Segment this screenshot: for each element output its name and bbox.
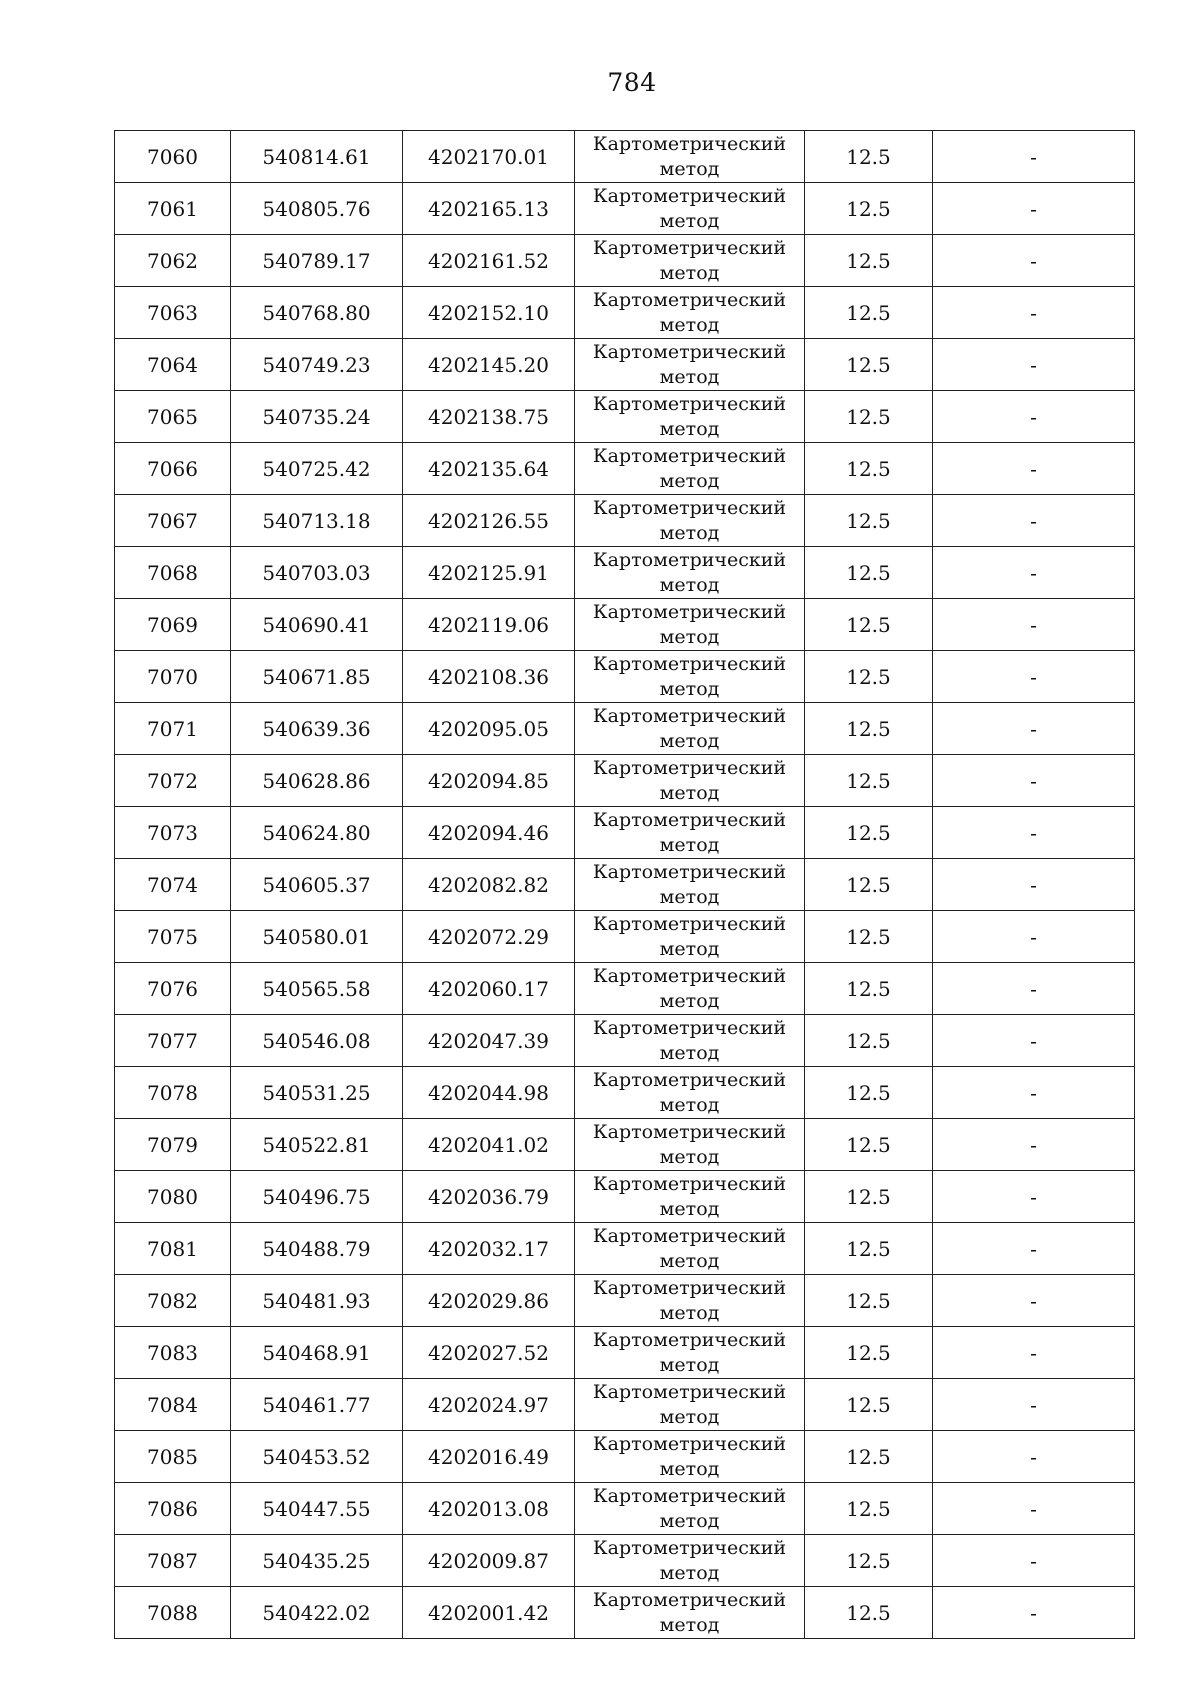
accuracy-cell: 12.5 bbox=[805, 1067, 933, 1119]
method-cell bbox=[575, 131, 805, 183]
accuracy-cell: 12.5 bbox=[805, 495, 933, 547]
method-line-2: метод bbox=[659, 158, 720, 180]
method-line-1: Картометрический bbox=[592, 237, 787, 259]
method-line-2: метод bbox=[659, 1198, 720, 1220]
point-id-cell: 7085 bbox=[115, 1431, 231, 1483]
note-cell: - bbox=[933, 807, 1135, 859]
coordinates-table-body bbox=[115, 131, 1135, 1639]
note-cell: - bbox=[933, 1223, 1135, 1275]
note-cell: - bbox=[933, 1535, 1135, 1587]
note-cell: - bbox=[933, 755, 1135, 807]
point-id-cell: 7079 bbox=[115, 1119, 231, 1171]
x-coordinate-cell: 540624.80 bbox=[231, 807, 403, 859]
y-coordinate-cell: 4202029.86 bbox=[403, 1275, 575, 1327]
y-coordinate-cell: 4202060.17 bbox=[403, 963, 575, 1015]
method-line-1: Картометрический bbox=[592, 1329, 787, 1351]
accuracy-cell: 12.5 bbox=[805, 1535, 933, 1587]
table-row bbox=[115, 1379, 1135, 1431]
x-coordinate-cell: 540735.24 bbox=[231, 391, 403, 443]
table-row bbox=[115, 911, 1135, 963]
accuracy-cell: 12.5 bbox=[805, 807, 933, 859]
y-coordinate-cell: 4202145.20 bbox=[403, 339, 575, 391]
method-cell bbox=[575, 807, 805, 859]
x-coordinate-cell: 540671.85 bbox=[231, 651, 403, 703]
note-cell: - bbox=[933, 443, 1135, 495]
method-line-1: Картометрический bbox=[592, 601, 787, 623]
method-cell bbox=[575, 1067, 805, 1119]
accuracy-cell: 12.5 bbox=[805, 703, 933, 755]
point-id-cell: 7081 bbox=[115, 1223, 231, 1275]
method-cell bbox=[575, 495, 805, 547]
method-line-1: Картометрический bbox=[592, 1121, 787, 1143]
accuracy-cell: 12.5 bbox=[805, 1015, 933, 1067]
accuracy-cell: 12.5 bbox=[805, 1327, 933, 1379]
y-coordinate-cell: 4202032.17 bbox=[403, 1223, 575, 1275]
accuracy-cell: 12.5 bbox=[805, 1275, 933, 1327]
table-row bbox=[115, 1327, 1135, 1379]
method-line-2: метод bbox=[659, 1510, 720, 1532]
method-line-2: метод bbox=[659, 366, 720, 388]
method-line-1: Картометрический bbox=[592, 1433, 787, 1455]
y-coordinate-cell: 4202027.52 bbox=[403, 1327, 575, 1379]
x-coordinate-cell: 540639.36 bbox=[231, 703, 403, 755]
method-cell bbox=[575, 1275, 805, 1327]
point-id-cell: 7064 bbox=[115, 339, 231, 391]
method-line-2: метод bbox=[659, 990, 720, 1012]
note-cell: - bbox=[933, 963, 1135, 1015]
point-id-cell: 7062 bbox=[115, 235, 231, 287]
y-coordinate-cell: 4202044.98 bbox=[403, 1067, 575, 1119]
point-id-cell: 7066 bbox=[115, 443, 231, 495]
x-coordinate-cell: 540422.02 bbox=[231, 1587, 403, 1639]
point-id-cell: 7067 bbox=[115, 495, 231, 547]
accuracy-cell: 12.5 bbox=[805, 859, 933, 911]
x-coordinate-cell: 540565.58 bbox=[231, 963, 403, 1015]
method-cell bbox=[575, 755, 805, 807]
point-id-cell: 7074 bbox=[115, 859, 231, 911]
note-cell: - bbox=[933, 859, 1135, 911]
method-cell bbox=[575, 599, 805, 651]
note-cell: - bbox=[933, 235, 1135, 287]
table-row bbox=[115, 1587, 1135, 1639]
method-cell bbox=[575, 1535, 805, 1587]
method-line-2: метод bbox=[659, 834, 720, 856]
y-coordinate-cell: 4202170.01 bbox=[403, 131, 575, 183]
method-line-1: Картометрический bbox=[592, 341, 787, 363]
note-cell: - bbox=[933, 1275, 1135, 1327]
accuracy-cell: 12.5 bbox=[805, 183, 933, 235]
point-id-cell: 7077 bbox=[115, 1015, 231, 1067]
method-line-2: метод bbox=[659, 886, 720, 908]
x-coordinate-cell: 540447.55 bbox=[231, 1483, 403, 1535]
point-id-cell: 7068 bbox=[115, 547, 231, 599]
y-coordinate-cell: 4202135.64 bbox=[403, 443, 575, 495]
method-line-2: метод bbox=[659, 782, 720, 804]
table-row bbox=[115, 1535, 1135, 1587]
y-coordinate-cell: 4202095.05 bbox=[403, 703, 575, 755]
method-cell bbox=[575, 911, 805, 963]
method-cell bbox=[575, 183, 805, 235]
table-row bbox=[115, 963, 1135, 1015]
point-id-cell: 7084 bbox=[115, 1379, 231, 1431]
accuracy-cell: 12.5 bbox=[805, 339, 933, 391]
method-line-2: метод bbox=[659, 1042, 720, 1064]
point-id-cell: 7060 bbox=[115, 131, 231, 183]
y-coordinate-cell: 4202119.06 bbox=[403, 599, 575, 651]
y-coordinate-cell: 4202165.13 bbox=[403, 183, 575, 235]
method-cell bbox=[575, 1327, 805, 1379]
method-cell bbox=[575, 339, 805, 391]
method-cell bbox=[575, 1587, 805, 1639]
method-line-2: метод bbox=[659, 678, 720, 700]
method-line-2: метод bbox=[659, 1302, 720, 1324]
table-row bbox=[115, 183, 1135, 235]
note-cell: - bbox=[933, 1587, 1135, 1639]
y-coordinate-cell: 4202013.08 bbox=[403, 1483, 575, 1535]
x-coordinate-cell: 540749.23 bbox=[231, 339, 403, 391]
accuracy-cell: 12.5 bbox=[805, 1223, 933, 1275]
method-line-2: метод bbox=[659, 1406, 720, 1428]
y-coordinate-cell: 4202072.29 bbox=[403, 911, 575, 963]
y-coordinate-cell: 4202094.46 bbox=[403, 807, 575, 859]
accuracy-cell: 12.5 bbox=[805, 443, 933, 495]
note-cell: - bbox=[933, 1067, 1135, 1119]
accuracy-cell: 12.5 bbox=[805, 963, 933, 1015]
y-coordinate-cell: 4202001.42 bbox=[403, 1587, 575, 1639]
table-row bbox=[115, 1431, 1135, 1483]
method-line-2: метод bbox=[659, 210, 720, 232]
y-coordinate-cell: 4202009.87 bbox=[403, 1535, 575, 1587]
point-id-cell: 7073 bbox=[115, 807, 231, 859]
method-line-1: Картометрический bbox=[592, 497, 787, 519]
point-id-cell: 7076 bbox=[115, 963, 231, 1015]
note-cell: - bbox=[933, 651, 1135, 703]
x-coordinate-cell: 540814.61 bbox=[231, 131, 403, 183]
y-coordinate-cell: 4202047.39 bbox=[403, 1015, 575, 1067]
method-line-2: метод bbox=[659, 1562, 720, 1584]
method-line-2: метод bbox=[659, 1614, 720, 1636]
y-coordinate-cell: 4202125.91 bbox=[403, 547, 575, 599]
y-coordinate-cell: 4202126.55 bbox=[403, 495, 575, 547]
x-coordinate-cell: 540580.01 bbox=[231, 911, 403, 963]
y-coordinate-cell: 4202041.02 bbox=[403, 1119, 575, 1171]
point-id-cell: 7087 bbox=[115, 1535, 231, 1587]
x-coordinate-cell: 540713.18 bbox=[231, 495, 403, 547]
method-line-2: метод bbox=[659, 938, 720, 960]
table-row bbox=[115, 1171, 1135, 1223]
accuracy-cell: 12.5 bbox=[805, 287, 933, 339]
method-cell bbox=[575, 391, 805, 443]
point-id-cell: 7065 bbox=[115, 391, 231, 443]
method-line-1: Картометрический bbox=[592, 1069, 787, 1091]
x-coordinate-cell: 540690.41 bbox=[231, 599, 403, 651]
method-line-2: метод bbox=[659, 626, 720, 648]
point-id-cell: 7061 bbox=[115, 183, 231, 235]
method-line-1: Картометрический bbox=[592, 705, 787, 727]
x-coordinate-cell: 540522.81 bbox=[231, 1119, 403, 1171]
note-cell: - bbox=[933, 547, 1135, 599]
accuracy-cell: 12.5 bbox=[805, 547, 933, 599]
x-coordinate-cell: 540461.77 bbox=[231, 1379, 403, 1431]
note-cell: - bbox=[933, 1015, 1135, 1067]
point-id-cell: 7070 bbox=[115, 651, 231, 703]
method-line-2: метод bbox=[659, 470, 720, 492]
note-cell: - bbox=[933, 1171, 1135, 1223]
method-cell bbox=[575, 443, 805, 495]
x-coordinate-cell: 540488.79 bbox=[231, 1223, 403, 1275]
table-row bbox=[115, 131, 1135, 183]
x-coordinate-cell: 540546.08 bbox=[231, 1015, 403, 1067]
table-row bbox=[115, 807, 1135, 859]
method-cell bbox=[575, 287, 805, 339]
method-line-2: метод bbox=[659, 418, 720, 440]
note-cell: - bbox=[933, 287, 1135, 339]
method-cell bbox=[575, 703, 805, 755]
point-id-cell: 7071 bbox=[115, 703, 231, 755]
table-row bbox=[115, 495, 1135, 547]
method-line-1: Картометрический bbox=[592, 1381, 787, 1403]
accuracy-cell: 12.5 bbox=[805, 1483, 933, 1535]
table-row bbox=[115, 391, 1135, 443]
method-cell bbox=[575, 1379, 805, 1431]
method-line-1: Картометрический bbox=[592, 809, 787, 831]
accuracy-cell: 12.5 bbox=[805, 391, 933, 443]
point-id-cell: 7063 bbox=[115, 287, 231, 339]
method-line-2: метод bbox=[659, 1146, 720, 1168]
point-id-cell: 7072 bbox=[115, 755, 231, 807]
note-cell: - bbox=[933, 703, 1135, 755]
method-line-1: Картометрический bbox=[592, 1173, 787, 1195]
table-row bbox=[115, 859, 1135, 911]
point-id-cell: 7069 bbox=[115, 599, 231, 651]
note-cell: - bbox=[933, 1327, 1135, 1379]
note-cell: - bbox=[933, 1119, 1135, 1171]
x-coordinate-cell: 540531.25 bbox=[231, 1067, 403, 1119]
accuracy-cell: 12.5 bbox=[805, 755, 933, 807]
method-line-1: Картометрический bbox=[592, 1485, 787, 1507]
note-cell: - bbox=[933, 1483, 1135, 1535]
table-row bbox=[115, 1119, 1135, 1171]
accuracy-cell: 12.5 bbox=[805, 1119, 933, 1171]
method-line-2: метод bbox=[659, 574, 720, 596]
point-id-cell: 7075 bbox=[115, 911, 231, 963]
point-id-cell: 7086 bbox=[115, 1483, 231, 1535]
coordinates-table bbox=[114, 130, 1135, 1639]
method-line-2: метод bbox=[659, 730, 720, 752]
note-cell: - bbox=[933, 1431, 1135, 1483]
table-row bbox=[115, 651, 1135, 703]
table-row bbox=[115, 1223, 1135, 1275]
y-coordinate-cell: 4202161.52 bbox=[403, 235, 575, 287]
y-coordinate-cell: 4202082.82 bbox=[403, 859, 575, 911]
x-coordinate-cell: 540496.75 bbox=[231, 1171, 403, 1223]
point-id-cell: 7082 bbox=[115, 1275, 231, 1327]
y-coordinate-cell: 4202016.49 bbox=[403, 1431, 575, 1483]
accuracy-cell: 12.5 bbox=[805, 1587, 933, 1639]
method-cell bbox=[575, 1431, 805, 1483]
table-row bbox=[115, 443, 1135, 495]
accuracy-cell: 12.5 bbox=[805, 599, 933, 651]
method-line-1: Картометрический bbox=[592, 913, 787, 935]
y-coordinate-cell: 4202024.97 bbox=[403, 1379, 575, 1431]
method-cell bbox=[575, 859, 805, 911]
method-line-1: Картометрический bbox=[592, 861, 787, 883]
method-line-1: Картометрический bbox=[592, 1225, 787, 1247]
y-coordinate-cell: 4202036.79 bbox=[403, 1171, 575, 1223]
method-line-1: Картометрический bbox=[592, 757, 787, 779]
table-row bbox=[115, 1067, 1135, 1119]
accuracy-cell: 12.5 bbox=[805, 1171, 933, 1223]
method-cell bbox=[575, 1119, 805, 1171]
method-line-1: Картометрический bbox=[592, 1017, 787, 1039]
table-row bbox=[115, 755, 1135, 807]
table-row bbox=[115, 1275, 1135, 1327]
table-row bbox=[115, 547, 1135, 599]
x-coordinate-cell: 540703.03 bbox=[231, 547, 403, 599]
table-row bbox=[115, 1483, 1135, 1535]
method-cell bbox=[575, 651, 805, 703]
method-line-2: метод bbox=[659, 262, 720, 284]
method-cell bbox=[575, 1015, 805, 1067]
method-line-1: Картометрический bbox=[592, 393, 787, 415]
y-coordinate-cell: 4202094.85 bbox=[403, 755, 575, 807]
method-line-1: Картометрический bbox=[592, 133, 787, 155]
method-line-1: Картометрический bbox=[592, 653, 787, 675]
y-coordinate-cell: 4202152.10 bbox=[403, 287, 575, 339]
x-coordinate-cell: 540789.17 bbox=[231, 235, 403, 287]
method-line-2: метод bbox=[659, 1354, 720, 1376]
table-row bbox=[115, 339, 1135, 391]
method-line-2: метод bbox=[659, 522, 720, 544]
table-row bbox=[115, 703, 1135, 755]
x-coordinate-cell: 540468.91 bbox=[231, 1327, 403, 1379]
x-coordinate-cell: 540628.86 bbox=[231, 755, 403, 807]
method-line-2: метод bbox=[659, 1458, 720, 1480]
note-cell: - bbox=[933, 131, 1135, 183]
x-coordinate-cell: 540768.80 bbox=[231, 287, 403, 339]
method-line-1: Картометрический bbox=[592, 185, 787, 207]
table-row bbox=[115, 599, 1135, 651]
accuracy-cell: 12.5 bbox=[805, 911, 933, 963]
accuracy-cell: 12.5 bbox=[805, 1431, 933, 1483]
point-id-cell: 7083 bbox=[115, 1327, 231, 1379]
x-coordinate-cell: 540481.93 bbox=[231, 1275, 403, 1327]
method-line-1: Картометрический bbox=[592, 289, 787, 311]
page-number: 784 bbox=[607, 68, 657, 97]
method-cell bbox=[575, 235, 805, 287]
x-coordinate-cell: 540805.76 bbox=[231, 183, 403, 235]
method-line-1: Картометрический bbox=[592, 965, 787, 987]
y-coordinate-cell: 4202138.75 bbox=[403, 391, 575, 443]
method-line-1: Картометрический bbox=[592, 1277, 787, 1299]
x-coordinate-cell: 540605.37 bbox=[231, 859, 403, 911]
method-line-2: метод bbox=[659, 1094, 720, 1116]
method-cell bbox=[575, 1483, 805, 1535]
point-id-cell: 7088 bbox=[115, 1587, 231, 1639]
table-row bbox=[115, 1015, 1135, 1067]
note-cell: - bbox=[933, 183, 1135, 235]
x-coordinate-cell: 540725.42 bbox=[231, 443, 403, 495]
table-row bbox=[115, 235, 1135, 287]
accuracy-cell: 12.5 bbox=[805, 235, 933, 287]
method-line-1: Картометрический bbox=[592, 549, 787, 571]
note-cell: - bbox=[933, 495, 1135, 547]
method-cell bbox=[575, 547, 805, 599]
point-id-cell: 7078 bbox=[115, 1067, 231, 1119]
note-cell: - bbox=[933, 339, 1135, 391]
method-cell bbox=[575, 1223, 805, 1275]
note-cell: - bbox=[933, 911, 1135, 963]
accuracy-cell: 12.5 bbox=[805, 1379, 933, 1431]
table-row bbox=[115, 287, 1135, 339]
point-id-cell: 7080 bbox=[115, 1171, 231, 1223]
note-cell: - bbox=[933, 599, 1135, 651]
method-line-1: Картометрический bbox=[592, 445, 787, 467]
accuracy-cell: 12.5 bbox=[805, 651, 933, 703]
method-line-2: метод bbox=[659, 314, 720, 336]
note-cell: - bbox=[933, 1379, 1135, 1431]
method-cell bbox=[575, 1171, 805, 1223]
x-coordinate-cell: 540435.25 bbox=[231, 1535, 403, 1587]
method-cell bbox=[575, 963, 805, 1015]
x-coordinate-cell: 540453.52 bbox=[231, 1431, 403, 1483]
accuracy-cell: 12.5 bbox=[805, 131, 933, 183]
method-line-1: Картометрический bbox=[592, 1589, 787, 1611]
method-line-2: метод bbox=[659, 1250, 720, 1272]
note-cell: - bbox=[933, 391, 1135, 443]
method-line-1: Картометрический bbox=[592, 1537, 787, 1559]
y-coordinate-cell: 4202108.36 bbox=[403, 651, 575, 703]
